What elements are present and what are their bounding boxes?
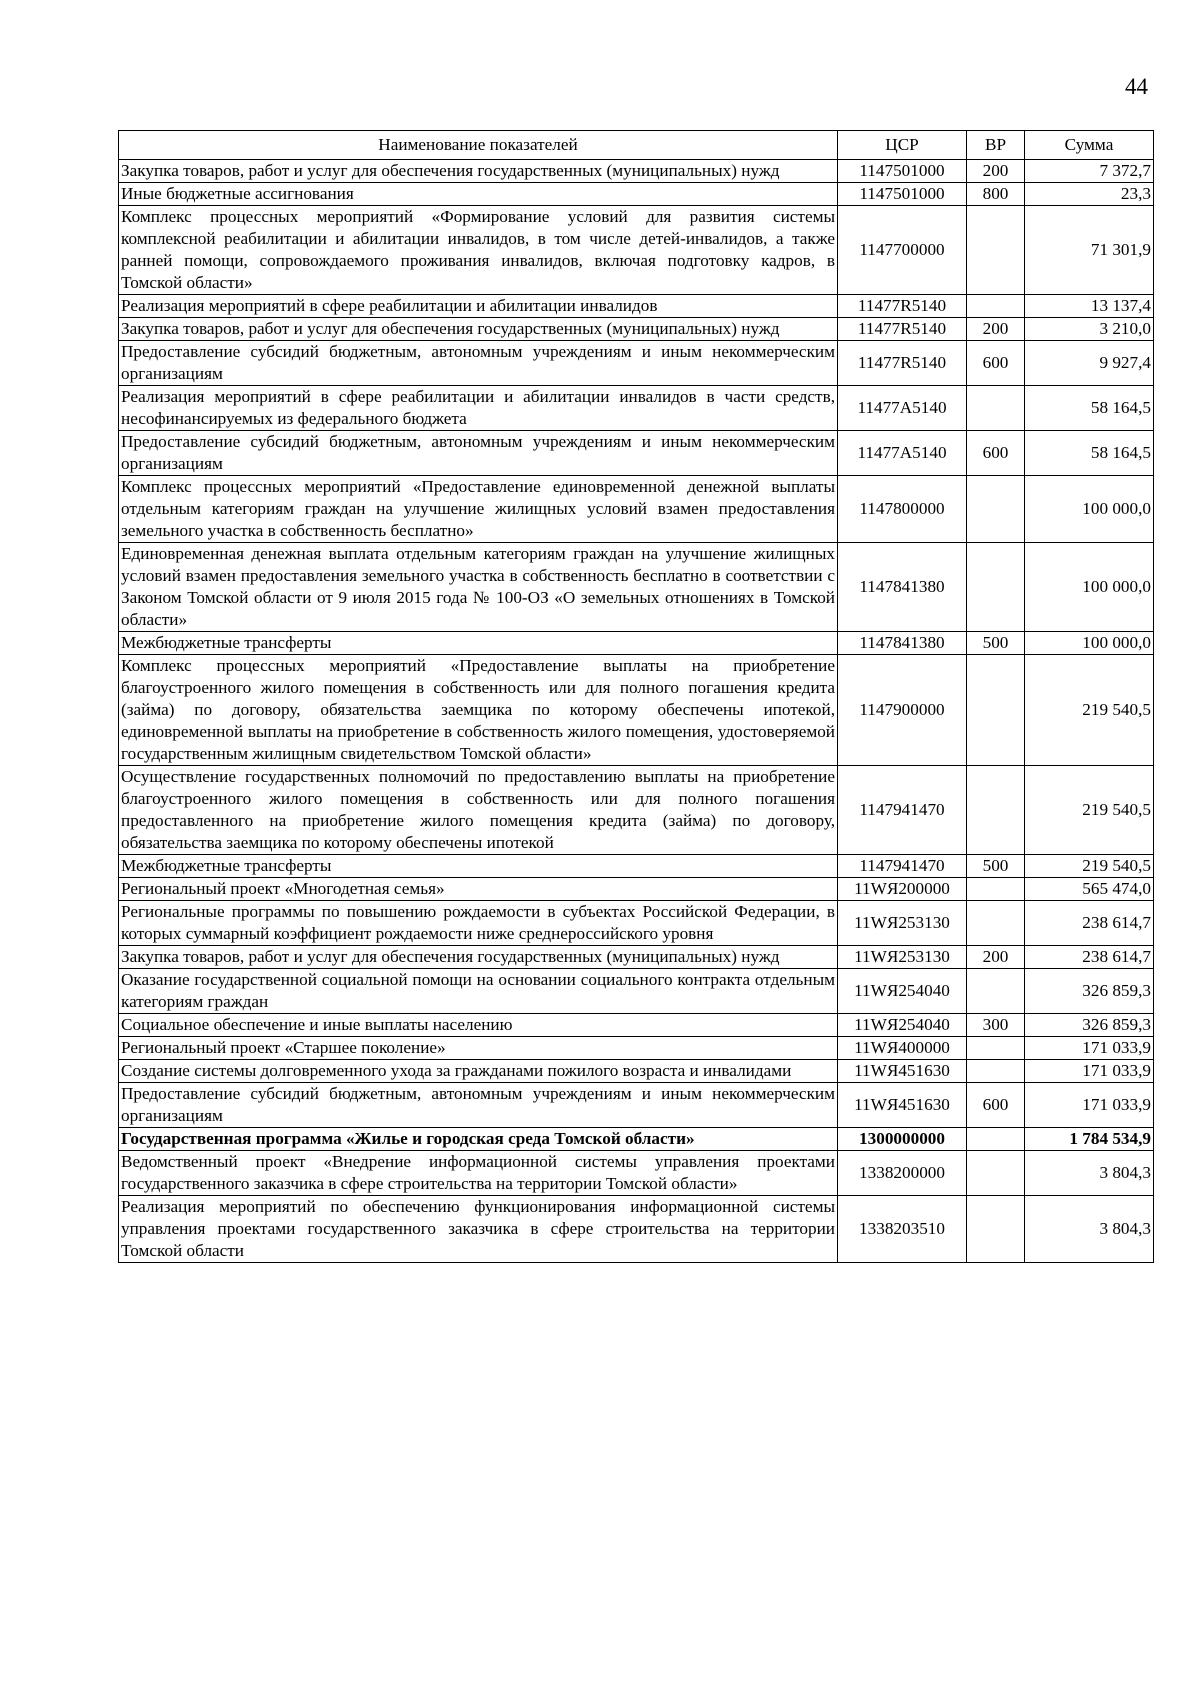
table-row [119,855,1154,878]
cell-csr: 1147900000 [838,655,967,766]
header-csr: ЦСР [838,131,967,160]
cell-sum: 238 614,7 [1025,946,1154,969]
table-row [119,878,1154,901]
table-row [119,160,1154,183]
cell-csr: 11477R5140 [838,318,967,341]
header-vr: ВР [967,131,1025,160]
cell-sum: 326 859,3 [1025,969,1154,1014]
cell-sum: 100 000,0 [1025,476,1154,543]
table-row [119,1060,1154,1083]
cell-csr: 1147700000 [838,206,967,295]
cell-vr: 200 [967,318,1025,341]
table-row [119,946,1154,969]
cell-name: Реализация мероприятий в сфере реабилитации и абилитации инвалидов в части средств, несофинансируемых из федерального бюджета [119,386,838,431]
cell-vr [967,543,1025,632]
cell-vr [967,1037,1025,1060]
table-row [119,1014,1154,1037]
cell-sum: 171 033,9 [1025,1083,1154,1128]
cell-name: Закупка товаров, работ и услуг для обеспечения государственных (муниципальных) нужд [119,318,838,341]
budget-table [118,130,1154,1263]
cell-name: Единовременная денежная выплата отдельным категориям граждан на улучшение жилищных условий взамен предоставления земельного участка в собственность бесплатно в соответствии с Законом Томской области от 9 июля 2015 года № 100-ОЗ «О земельных отношениях в Томской области» [119,543,838,632]
cell-vr [967,1128,1025,1151]
table-row [119,183,1154,206]
cell-sum: 219 540,5 [1025,855,1154,878]
cell-sum: 238 614,7 [1025,901,1154,946]
table-row [119,766,1154,855]
cell-vr [967,1196,1025,1263]
table-row [119,632,1154,655]
cell-sum: 13 137,4 [1025,295,1154,318]
cell-vr [967,655,1025,766]
header-name: Наименование показателей [119,131,838,160]
table-row [119,431,1154,476]
cell-vr: 500 [967,632,1025,655]
cell-csr: 1147501000 [838,160,967,183]
cell-csr: 11WЯ451630 [838,1060,967,1083]
cell-name: Межбюджетные трансферты [119,632,838,655]
cell-name: Иные бюджетные ассигнования [119,183,838,206]
cell-vr [967,206,1025,295]
cell-sum: 23,3 [1025,183,1154,206]
cell-name: Региональный проект «Старшее поколение» [119,1037,838,1060]
table-row [119,543,1154,632]
cell-csr: 11WЯ253130 [838,946,967,969]
table-row [119,318,1154,341]
cell-name: Предоставление субсидий бюджетным, автономным учреждениям и иным некоммерческим организациям [119,1083,838,1128]
cell-name: Социальное обеспечение и иные выплаты населению [119,1014,838,1037]
cell-vr [967,766,1025,855]
cell-vr [967,1151,1025,1196]
page-number: 44 [1125,74,1148,99]
cell-sum: 9 927,4 [1025,341,1154,386]
cell-vr: 200 [967,946,1025,969]
table-row [119,969,1154,1014]
table-row [119,476,1154,543]
cell-csr: 1147501000 [838,183,967,206]
cell-sum: 219 540,5 [1025,655,1154,766]
cell-csr: 1338200000 [838,1151,967,1196]
cell-vr [967,1060,1025,1083]
cell-name: Межбюджетные трансферты [119,855,838,878]
cell-vr: 800 [967,183,1025,206]
cell-name: Комплекс процессных мероприятий «Предоставление единовременной денежной выплаты отдельным категориям граждан на улучшение жилищных условий взамен предоставления земельного участка в собственность бесплатно» [119,476,838,543]
cell-name: Осуществление государственных полномочий по предоставлению выплаты на приобретение благоустроенного жилого помещения в собственность или для полного погашения предоставленного на приобретение жилого помещения кредита (займа) по договору, обязательства заемщика по которому обеспечены ипотекой [119,766,838,855]
cell-sum: 3 804,3 [1025,1196,1154,1263]
table-row [119,1083,1154,1128]
cell-name: Комплекс процессных мероприятий «Предоставление выплаты на приобретение благоустроенного жилого помещения в собственность или для полного погашения кредита (займа) по договору, обязательства заемщика по которому обеспечены ипотекой, единовременной выплаты на приобретение в собственность жилого помещения, удостоверяемой государственным жилищным свидетельством Томской области» [119,655,838,766]
cell-sum: 100 000,0 [1025,543,1154,632]
table-row [119,655,1154,766]
cell-vr [967,878,1025,901]
cell-name: Реализация мероприятий по обеспечению функционирования информационной системы управления проектами государственного заказчика в сфере строительства на территории Томской области [119,1196,838,1263]
cell-csr: 11WЯ200000 [838,878,967,901]
cell-sum: 58 164,5 [1025,386,1154,431]
cell-csr: 1147941470 [838,766,967,855]
cell-vr: 200 [967,160,1025,183]
cell-name: Комплекс процессных мероприятий «Формирование условий для развития системы комплексной реабилитации и абилитации инвалидов, в том числе детей-инвалидов, а также ранней помощи, сопровождаемого проживания инвалидов, включая подготовку кадров, в Томской области» [119,206,838,295]
table-header-row [119,131,1154,160]
cell-vr [967,386,1025,431]
cell-csr: 1147800000 [838,476,967,543]
cell-sum: 171 033,9 [1025,1037,1154,1060]
cell-csr: 1338203510 [838,1196,967,1263]
cell-csr: 11WЯ451630 [838,1083,967,1128]
cell-csr: 11477A5140 [838,386,967,431]
cell-name: Реализация мероприятий в сфере реабилитации и абилитации инвалидов [119,295,838,318]
cell-vr [967,476,1025,543]
cell-csr: 1300000000 [838,1128,967,1151]
header-sum: Сумма [1025,131,1154,160]
cell-vr: 600 [967,431,1025,476]
table-row [119,386,1154,431]
cell-name: Региональный проект «Многодетная семья» [119,878,838,901]
cell-vr: 500 [967,855,1025,878]
cell-name: Ведомственный проект «Внедрение информационной системы управления проектами государственного заказчика в сфере строительства на территории Томской области» [119,1151,838,1196]
cell-sum: 565 474,0 [1025,878,1154,901]
cell-sum: 7 372,7 [1025,160,1154,183]
table-row [119,901,1154,946]
cell-name: Закупка товаров, работ и услуг для обеспечения государственных (муниципальных) нужд [119,946,838,969]
cell-name: Региональные программы по повышению рождаемости в субъектах Российской Федерации, в которых суммарный коэффициент рождаемости ниже среднероссийского уровня [119,901,838,946]
cell-csr: 1147841380 [838,543,967,632]
cell-csr: 11WЯ400000 [838,1037,967,1060]
cell-csr: 1147841380 [838,632,967,655]
cell-csr: 11WЯ254040 [838,969,967,1014]
table-row [119,1128,1154,1151]
cell-csr: 11WЯ254040 [838,1014,967,1037]
cell-sum: 3 210,0 [1025,318,1154,341]
cell-vr [967,969,1025,1014]
table-row [119,341,1154,386]
table-row [119,1196,1154,1263]
cell-name: Создание системы долговременного ухода за гражданами пожилого возраста и инвалидами [119,1060,838,1083]
cell-csr: 11477R5140 [838,341,967,386]
table-body [119,160,1154,1263]
cell-csr: 11477R5140 [838,295,967,318]
cell-name: Предоставление субсидий бюджетным, автономным учреждениям и иным некоммерческим организациям [119,431,838,476]
cell-sum: 100 000,0 [1025,632,1154,655]
cell-sum: 171 033,9 [1025,1060,1154,1083]
cell-sum: 58 164,5 [1025,431,1154,476]
cell-vr [967,295,1025,318]
cell-csr: 11WЯ253130 [838,901,967,946]
cell-vr: 600 [967,341,1025,386]
cell-name: Предоставление субсидий бюджетным, автономным учреждениям и иным некоммерческим организациям [119,341,838,386]
cell-csr: 1147941470 [838,855,967,878]
cell-vr: 300 [967,1014,1025,1037]
cell-sum: 219 540,5 [1025,766,1154,855]
cell-sum: 3 804,3 [1025,1151,1154,1196]
cell-sum: 71 301,9 [1025,206,1154,295]
table-row [119,1037,1154,1060]
table-row [119,295,1154,318]
cell-sum: 1 784 534,9 [1025,1128,1154,1151]
cell-name: Оказание государственной социальной помощи на основании социального контракта отдельным категориям граждан [119,969,838,1014]
cell-vr [967,901,1025,946]
cell-vr: 600 [967,1083,1025,1128]
table-row [119,206,1154,295]
cell-csr: 11477A5140 [838,431,967,476]
cell-sum: 326 859,3 [1025,1014,1154,1037]
cell-name: Государственная программа «Жилье и городская среда Томской области» [119,1128,838,1151]
table-row [119,1151,1154,1196]
cell-name: Закупка товаров, работ и услуг для обеспечения государственных (муниципальных) нужд [119,160,838,183]
